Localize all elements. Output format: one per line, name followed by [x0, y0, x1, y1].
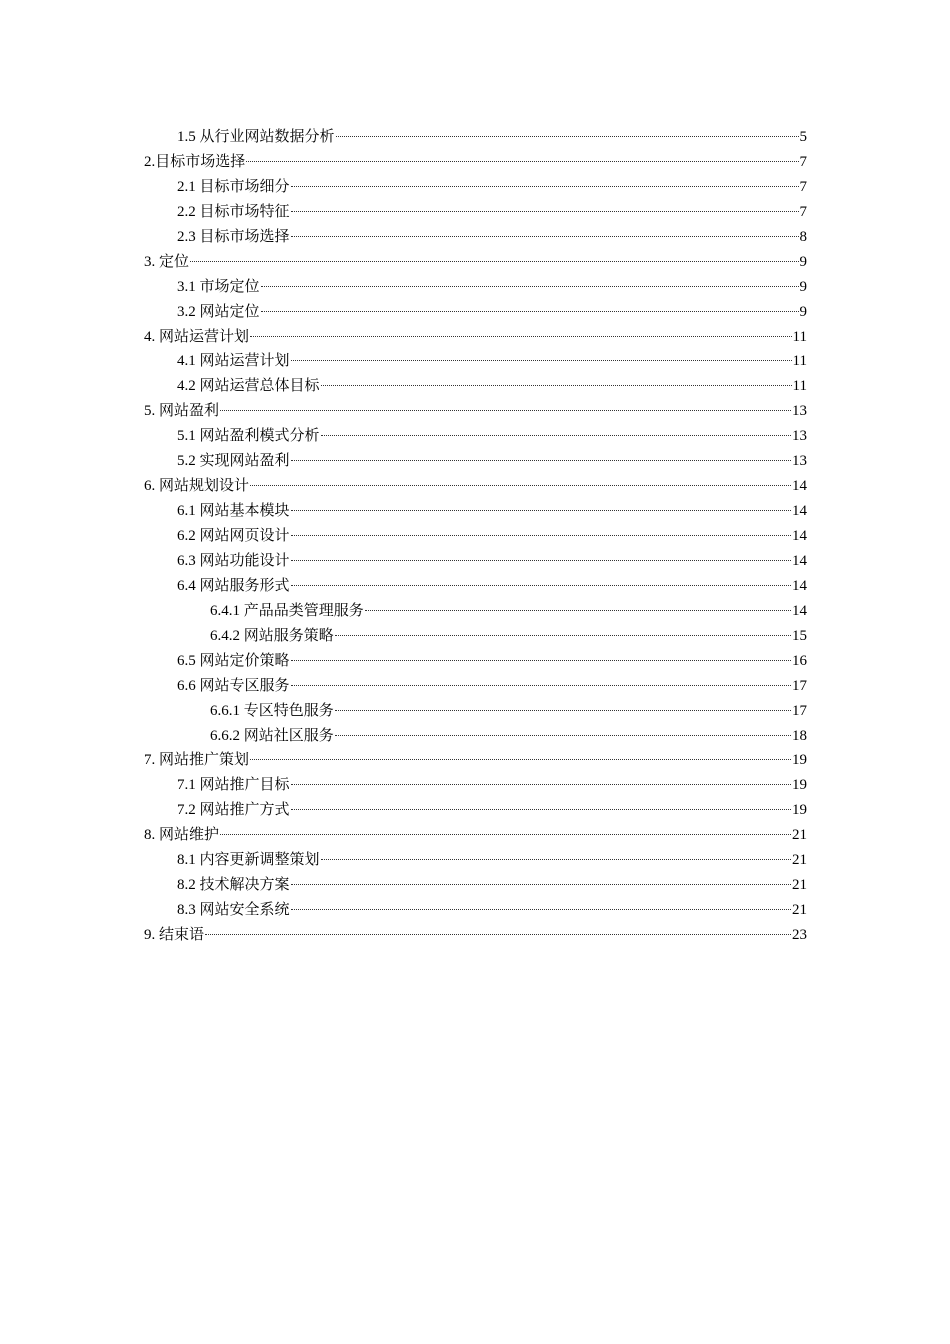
toc-entry-title: 2.3 目标市场选择 — [177, 228, 290, 245]
toc-entry-title: 1.5 从行业网站数据分析 — [177, 129, 335, 145]
toc-entry-page-number: 19 — [792, 752, 807, 769]
toc-entry-page-number: 11 — [792, 353, 807, 370]
toc-entry-page-number: 14 — [792, 478, 807, 495]
toc-entry-title: 6.2 网站网页设计 — [177, 528, 290, 544]
toc-dot-leader — [321, 420, 791, 436]
toc-dot-leader — [291, 545, 791, 561]
toc-dot-leader — [250, 744, 791, 760]
toc-dot-leader — [246, 146, 798, 162]
toc-entry-title: 6.1 网站基本模块 — [177, 503, 290, 520]
toc-entry-title: 5.2 实现网站盈利 — [177, 453, 290, 470]
table-of-contents — [144, 125, 807, 948]
toc-dot-leader — [321, 370, 792, 386]
toc-entry-page-number: 11 — [792, 378, 807, 395]
toc-dot-leader — [321, 844, 791, 860]
toc-dot-leader — [291, 570, 791, 586]
toc-entry-page-number: 21 — [792, 827, 807, 844]
toc-entry-title: 6.4.1 产品品类管理服务 — [210, 602, 364, 619]
toc-dot-leader — [291, 769, 791, 785]
toc-dot-leader — [190, 246, 798, 262]
toc-entry-page-number: 9 — [799, 278, 807, 295]
toc-dot-leader — [291, 171, 799, 187]
toc-entry-title: 3.2 网站定位 — [177, 303, 260, 320]
toc-entry-title: 4.1 网站运营计划 — [177, 353, 290, 370]
toc-entry-title: 6.3 网站功能设计 — [177, 552, 290, 569]
toc-entry-page-number: 11 — [792, 328, 807, 345]
toc-dot-leader — [261, 271, 799, 287]
toc-entry-page-number: 14 — [792, 503, 807, 520]
toc-entry-page-number: 7 — [799, 203, 807, 220]
toc-entry-title: 5. 网站盈利 — [144, 403, 220, 420]
toc-entry-page-number: 21 — [792, 877, 807, 894]
toc-entry-title: 7.2 网站推广方式 — [177, 802, 290, 819]
toc-entry-page-number: 7 — [799, 153, 807, 170]
toc-dot-leader — [250, 321, 792, 337]
toc-entry-title: 2.目标市场选择 — [144, 153, 246, 170]
toc-dot-leader — [220, 819, 791, 835]
toc-entry-page-number: 5 — [799, 129, 807, 145]
toc-entry-page-number: 13 — [792, 428, 807, 445]
toc-entry-page-number: 14 — [792, 602, 807, 619]
toc-dot-leader — [261, 296, 799, 312]
toc-entry-page-number: 13 — [792, 453, 807, 470]
toc-entry-title: 4. 网站运营计划 — [144, 328, 250, 345]
toc-dot-leader — [250, 470, 791, 486]
toc-entry-title: 7. 网站推广策划 — [144, 752, 250, 769]
toc-dot-leader — [291, 520, 791, 536]
toc-entry-title: 6. 网站规划设计 — [144, 478, 250, 495]
toc-entry-title: 4.2 网站运营总体目标 — [177, 378, 320, 395]
toc-dot-leader — [291, 670, 791, 686]
toc-entry-title: 6.4 网站服务形式 — [177, 577, 290, 594]
toc-entry-page-number: 7 — [799, 178, 807, 195]
toc-entry-page-number: 9 — [799, 253, 807, 270]
toc-dot-leader — [291, 345, 792, 361]
toc-entry-page-number: 21 — [792, 902, 807, 919]
toc-entry-title: 5.1 网站盈利模式分析 — [177, 428, 320, 445]
toc-entry-title: 8.2 技术解决方案 — [177, 877, 290, 894]
toc-entry[interactable] — [144, 923, 807, 948]
toc-dot-leader — [336, 121, 799, 137]
toc-dot-leader — [365, 595, 791, 611]
toc-entry-title: 2.1 目标市场细分 — [177, 178, 290, 195]
toc-dot-leader — [220, 395, 791, 411]
toc-entry-title: 3.1 市场定位 — [177, 278, 260, 295]
toc-entry-page-number: 23 — [792, 927, 807, 943]
toc-dot-leader — [291, 645, 791, 661]
toc-entry-page-number: 14 — [792, 528, 807, 544]
toc-dot-leader — [291, 196, 799, 212]
toc-entry-title: 8.1 内容更新调整策划 — [177, 852, 320, 869]
toc-entry-title: 6.6.2 网站社区服务 — [210, 727, 334, 744]
toc-entry-title: 7.1 网站推广目标 — [177, 777, 290, 794]
toc-entry-page-number: 15 — [792, 627, 807, 644]
toc-entry-page-number: 13 — [792, 403, 807, 420]
toc-entry-page-number: 8 — [799, 228, 807, 245]
toc-dot-leader — [291, 495, 791, 511]
toc-dot-leader — [335, 695, 791, 711]
toc-entry-page-number: 16 — [792, 652, 807, 669]
toc-entry-page-number: 9 — [799, 303, 807, 320]
toc-entry-title: 3. 定位 — [144, 253, 190, 270]
toc-entry-page-number: 21 — [792, 852, 807, 869]
toc-entry-title: 8.3 网站安全系统 — [177, 902, 290, 919]
toc-entry-page-number: 17 — [792, 677, 807, 694]
toc-dot-leader — [291, 794, 791, 810]
toc-entry-page-number: 18 — [792, 727, 807, 744]
toc-dot-leader — [335, 620, 791, 636]
toc-entry-title: 6.5 网站定价策略 — [177, 652, 290, 669]
toc-dot-leader — [205, 919, 791, 935]
toc-entry-page-number: 19 — [792, 802, 807, 819]
toc-entry-page-number: 19 — [792, 777, 807, 794]
toc-entry-title: 6.6 网站专区服务 — [177, 677, 290, 694]
toc-dot-leader — [291, 221, 799, 237]
toc-entry-title: 6.6.1 专区特色服务 — [210, 702, 334, 719]
toc-entry-title: 6.4.2 网站服务策略 — [210, 627, 334, 644]
toc-entry-page-number: 14 — [792, 552, 807, 569]
toc-dot-leader — [335, 720, 791, 736]
toc-dot-leader — [291, 869, 791, 885]
toc-dot-leader — [291, 894, 791, 910]
toc-dot-leader — [291, 445, 791, 461]
toc-entry-title: 8. 网站维护 — [144, 827, 220, 844]
toc-entry-page-number: 17 — [792, 702, 807, 719]
toc-entry-page-number: 14 — [792, 577, 807, 594]
toc-entry-title: 2.2 目标市场特征 — [177, 203, 290, 220]
toc-entry-title: 9. 结束语 — [144, 927, 205, 943]
